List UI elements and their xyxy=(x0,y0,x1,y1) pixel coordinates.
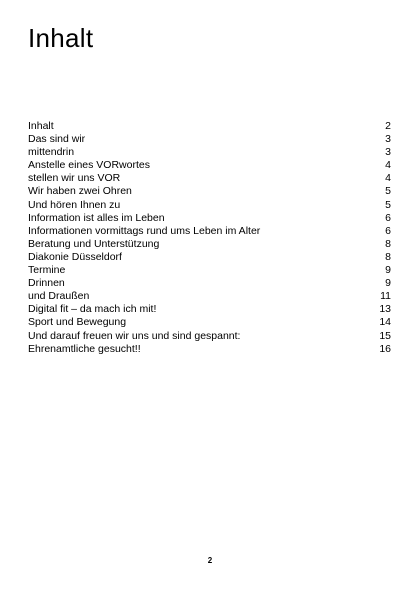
toc-entry-title: stellen wir uns VOR xyxy=(28,172,121,185)
toc-entry[interactable] xyxy=(28,185,391,198)
toc-entry-page: 6 xyxy=(385,211,391,224)
toc-entry[interactable] xyxy=(28,120,391,133)
toc-entry-title: Information ist alles im Leben xyxy=(28,211,165,224)
toc-entry-title: Wir haben zwei Ohren xyxy=(28,185,132,198)
toc-entry-page: 15 xyxy=(379,329,391,342)
toc-entry-page: 6 xyxy=(385,224,391,237)
toc-entry-title: Termine xyxy=(28,264,66,277)
toc-entry-page: 8 xyxy=(385,237,391,250)
toc-entry[interactable] xyxy=(28,277,391,290)
toc-entry-page: 5 xyxy=(385,185,391,198)
toc-entry[interactable] xyxy=(28,238,391,251)
toc-entry-title: Inhalt xyxy=(28,120,54,132)
toc-entry-title: Und hören Ihnen zu xyxy=(28,198,121,211)
toc-entry-page: 5 xyxy=(385,198,391,211)
toc-entry[interactable] xyxy=(28,303,391,316)
toc-entry-page: 2 xyxy=(385,120,391,132)
toc-entry-page: 8 xyxy=(385,250,391,263)
toc-entry[interactable] xyxy=(28,330,391,343)
toc-entry-title: mittendrin xyxy=(28,146,75,159)
toc-entry-page: 4 xyxy=(385,172,391,185)
toc-entry-title: Und darauf freuen wir uns und sind gespannt: xyxy=(28,329,241,342)
toc-entry-page: 16 xyxy=(379,342,391,355)
toc-entry[interactable] xyxy=(28,251,391,264)
toc-entry-title: Drinnen xyxy=(28,277,65,290)
page-number: 2 xyxy=(207,556,213,565)
toc-entry-page: 3 xyxy=(385,133,391,146)
toc-entry-page: 9 xyxy=(385,264,391,277)
toc-entry[interactable] xyxy=(28,146,391,159)
toc-entry-page: 11 xyxy=(380,290,391,303)
toc-entry-title: Anstelle eines VORwortes xyxy=(28,159,150,172)
toc-entry[interactable] xyxy=(28,133,391,146)
page-title: Inhalt xyxy=(28,23,94,53)
toc-entry-title: Ehrenamtliche gesucht!! xyxy=(28,342,141,355)
toc-entry-page: 13 xyxy=(379,303,391,316)
toc-entry-title: Diakonie Düsseldorf xyxy=(28,250,122,263)
toc-entry-title: Das sind wir xyxy=(28,133,86,146)
toc-entry[interactable] xyxy=(28,172,391,185)
toc-entry-page: 14 xyxy=(379,316,391,329)
toc-entry[interactable] xyxy=(28,316,391,329)
table-of-contents xyxy=(28,120,391,356)
toc-entry-title: und Draußen xyxy=(28,290,90,303)
toc-entry-page: 9 xyxy=(385,277,391,290)
toc-entry[interactable] xyxy=(28,343,391,356)
toc-entry-title: Digital fit – da mach ich mit! xyxy=(28,303,157,316)
toc-entry-title: Sport und Bewegung xyxy=(28,316,127,329)
toc-entry[interactable] xyxy=(28,290,391,303)
toc-entry-title: Informationen vormittags rund ums Leben im Alter xyxy=(28,224,261,237)
toc-entry[interactable] xyxy=(28,199,391,212)
toc-entry[interactable] xyxy=(28,212,391,225)
toc-entry-page: 4 xyxy=(385,159,391,172)
toc-entry[interactable] xyxy=(28,159,391,172)
toc-entry[interactable] xyxy=(28,264,391,277)
toc-entry-page: 3 xyxy=(385,146,391,159)
toc-entry[interactable] xyxy=(28,225,391,238)
toc-entry-title: Beratung und Unterstützung xyxy=(28,237,160,250)
